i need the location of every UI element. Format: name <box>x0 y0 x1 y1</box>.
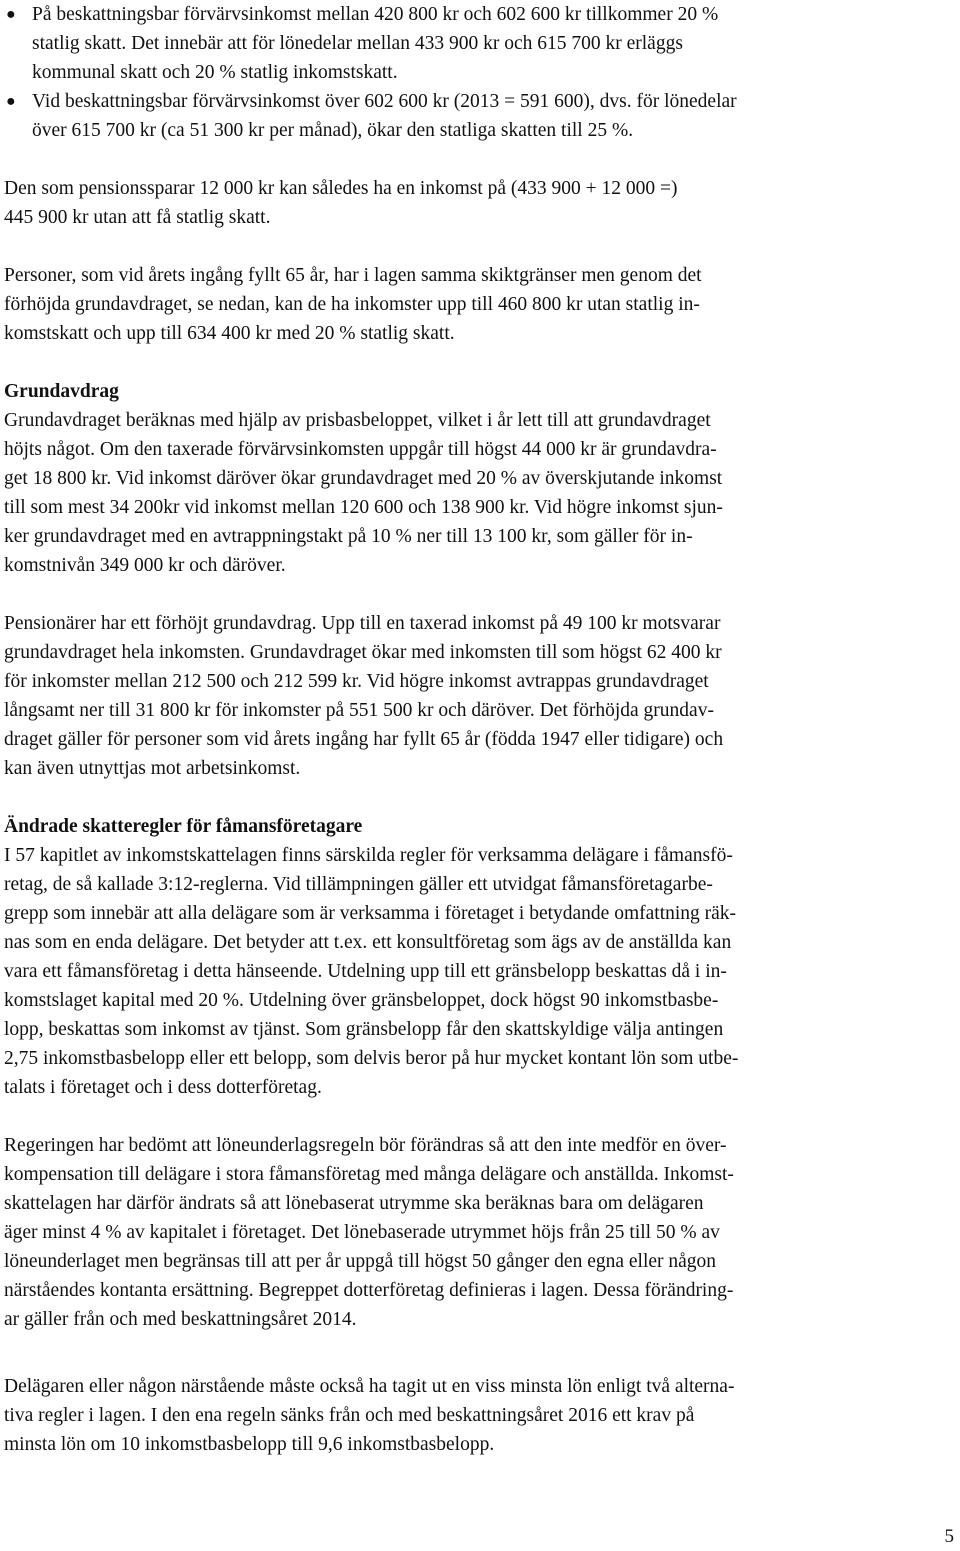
text-line: skattelagen har därför ändrats så att lönebaserat utrymme ska beräknas bara om delägaren <box>4 1193 704 1214</box>
text-line: äger minst 4 % av kapitalet i företaget. Det lönebaserade utrymmet höjs från 25 till 50 % av <box>4 1222 720 1243</box>
text-line: för inkomster mellan 212 500 och 212 599 kr. Vid högre inkomst avtrappas grundavdraget <box>4 671 709 692</box>
text-line: höjts något. Om den taxerade förvärvsinkomsten uppgår till högst 44 000 kr är grundavdra- <box>4 439 717 460</box>
text-line: draget gäller för personer som vid årets ingång har fyllt 65 år (födda 1947 eller tidigare) och <box>4 729 724 750</box>
text-line: komstslaget kapital med 20 %. Utdelning över gränsbeloppet, dock högst 90 inkomstbasbe- <box>4 990 719 1011</box>
bullet-marker: ● <box>6 6 16 23</box>
text-line: komstnivån 349 000 kr och däröver. <box>4 555 286 576</box>
text-line: get 18 800 kr. Vid inkomst däröver ökar grundavdraget med 20 % av överskjutande inkomst <box>4 468 723 489</box>
text-line: närståendes kontanta ersättning. Begreppet dotterföretag definieras i lagen. Dessa förändring- <box>4 1280 734 1301</box>
text-line: Pensionärer har ett förhöjt grundavdrag. Upp till en taxerad inkomst på 49 100 kr motsvarar <box>4 613 721 634</box>
text-line: Regeringen har bedömt att löneunderlagsregeln bör förändras så att den inte medför en över- <box>4 1135 727 1156</box>
text-line: lopp, beskattas som inkomst av tjänst. Som gränsbelopp får den skattskyldige välja antingen <box>4 1019 724 1040</box>
text-line: vara ett fåmansföretag i detta hänseende. Utdelning upp till ett gränsbelopp beskattas då i in- <box>4 961 727 982</box>
text-line: ker grundavdraget med en avtrappningstakt på 10 % ner till 13 100 kr, som gäller för in- <box>4 526 693 547</box>
page-number: 5 <box>944 1526 954 1547</box>
bullet-marker: ● <box>6 93 16 110</box>
section-heading: Ändrade skatteregler för fåmansföretagare <box>4 816 363 837</box>
text-line: kompensation till delägare i stora fåmansföretag med många delägare och anställda. Inkomst- <box>4 1164 734 1185</box>
text-line: Grundavdraget beräknas med hjälp av prisbasbeloppet, vilket i år lett till att grundavdraget <box>4 410 711 431</box>
section-heading: Grundavdrag <box>4 381 119 402</box>
text-line: löneunderlaget men begränsas till att per år uppgå till högst 50 gånger den egna eller någon <box>4 1251 717 1272</box>
text-line: retag, de så kallade 3:12-reglerna. Vid tillämpningen gäller ett utvidgat fåmansföretagarbe- <box>4 874 713 895</box>
text-line: komstskatt och upp till 634 400 kr med 20 % statlig skatt. <box>4 323 455 344</box>
text-line: tiva regler i lagen. I den ena regeln sänks från och med beskattningsåret 2016 ett krav på <box>4 1405 695 1426</box>
text-line: kan även utnyttjas mot arbetsinkomst. <box>4 758 301 779</box>
text-line: nas som en enda delägare. Det betyder att t.ex. ett konsultföretag som ägs av de anställda kan <box>4 932 732 953</box>
text-line: minsta lön om 10 inkomstbasbelopp till 9,6 inkomstbasbelopp. <box>4 1434 495 1455</box>
text-line: Personer, som vid årets ingång fyllt 65 år, har i lagen samma skiktgränser men genom det <box>4 265 702 286</box>
text-line: I 57 kapitlet av inkomstskattelagen finns särskilda regler för verksamma delägare i fåmansfö- <box>4 845 733 866</box>
text-line: 445 900 kr utan att få statlig skatt. <box>4 207 271 228</box>
text-line: På beskattningsbar förvärvsinkomst mellan 420 800 kr och 602 600 kr tillkommer 20 % <box>32 4 719 25</box>
text-line: Den som pensionssparar 12 000 kr kan således ha en inkomst på (433 900 + 12 000 =) <box>4 178 678 199</box>
text-line: grundavdraget hela inkomsten. Grundavdraget ökar med inkomsten till som högst 62 400 kr <box>4 642 722 663</box>
text-line: till som mest 34 200kr vid inkomst mellan 120 600 och 138 900 kr. Vid högre inkomst sjun- <box>4 497 723 518</box>
text-line: talats i företaget och i dess dotterföretag. <box>4 1077 322 1098</box>
text-line: statlig skatt. Det innebär att för lönedelar mellan 433 900 kr och 615 700 kr erläggs <box>32 33 683 54</box>
text-line: långsamt ner till 31 800 kr för inkomster på 551 500 kr och däröver. Det förhöjda grundav- <box>4 700 714 721</box>
text-line: 2,75 inkomstbasbelopp eller ett belopp, som delvis beror på hur mycket kontant lön som utbe- <box>4 1048 739 1069</box>
text-line: ar gäller från och med beskattningsåret 2014. <box>4 1309 357 1330</box>
text-line: Vid beskattningsbar förvärvsinkomst över 602 600 kr (2013 = 591 600), dvs. för lönedelar <box>32 91 737 112</box>
text-line: över 615 700 kr (ca 51 300 kr per månad), ökar den statliga skatten till 25 %. <box>32 120 634 141</box>
text-line: grepp som innebär att alla delägare som är verksamma i företaget i betydande omfattning räk- <box>4 903 737 924</box>
text-line: Delägaren eller någon närstående måste också ha tagit ut en viss minsta lön enligt två alterna- <box>4 1376 735 1397</box>
text-line: förhöjda grundavdraget, se nedan, kan de ha inkomster upp till 460 800 kr utan statlig in- <box>4 294 700 315</box>
text-line: kommunal skatt och 20 % statlig inkomstskatt. <box>32 62 398 83</box>
